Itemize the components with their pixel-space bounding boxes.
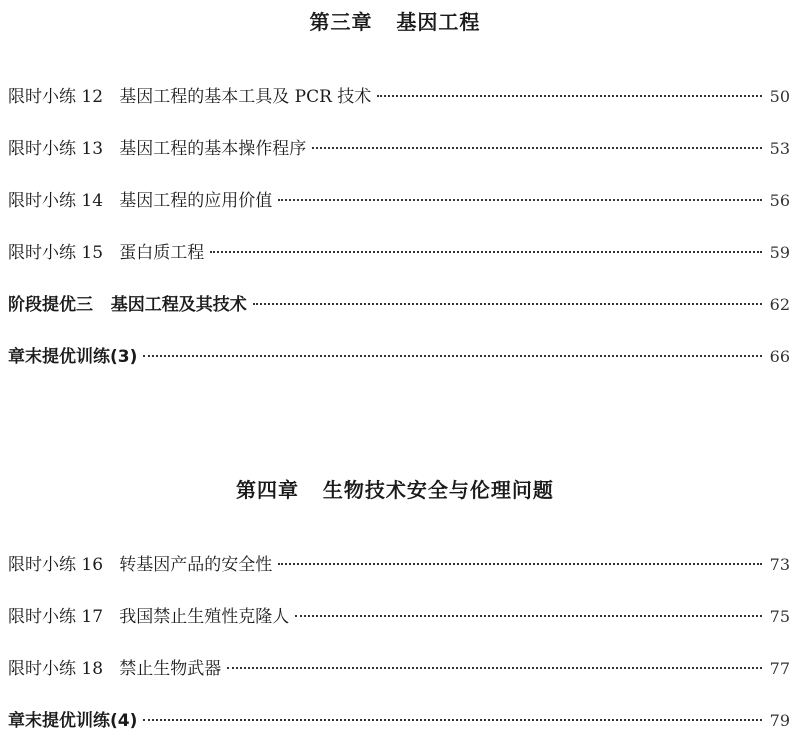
chapter-title-4: 第四章 生物技术安全与伦理问题: [236, 478, 554, 502]
toc-entry-stage-review-3[interactable]: [8, 290, 790, 318]
dot-leader: [253, 303, 762, 305]
toc-entry-label: 限时小练 12 基因工程的基本工具及 PCR 技术: [8, 87, 372, 107]
toc-entry-practice-15[interactable]: [8, 238, 790, 266]
toc-entry-label: 限时小练 15 蛋白质工程: [8, 243, 205, 263]
dot-leader: [377, 95, 761, 97]
toc-entry-label: 阶段提优三 基因工程及其技术: [8, 295, 247, 315]
toc-page-number: 73: [769, 555, 790, 574]
dot-leader: [295, 615, 761, 617]
dot-leader: [210, 251, 761, 253]
toc-entry-label: 限时小练 16 转基因产品的安全性: [8, 555, 273, 575]
dot-leader: [312, 147, 761, 149]
dot-leader: [278, 199, 761, 201]
toc-entry-label: 限时小练 18 禁止生物武器: [8, 659, 222, 679]
chapter-title-3: 第三章 基因工程: [309, 10, 481, 34]
toc-page-number: 79: [769, 711, 790, 730]
toc-entry-practice-14[interactable]: [8, 186, 790, 214]
toc-page-number: 77: [769, 659, 790, 678]
toc-entry-practice-18[interactable]: [8, 654, 790, 682]
toc-entry-practice-13[interactable]: [8, 134, 790, 162]
toc-page-number: 59: [769, 243, 790, 262]
toc-page-number: 53: [769, 139, 790, 158]
toc-page-number: 50: [769, 87, 790, 106]
toc-page-number: 75: [769, 607, 790, 626]
dot-leader: [278, 563, 761, 565]
toc-entry-label: 章末提优训练(4): [8, 711, 138, 731]
dot-leader: [143, 719, 761, 721]
dot-leader: [143, 355, 761, 357]
toc-entry-label: 限时小练 13 基因工程的基本操作程序: [8, 139, 307, 159]
dot-leader: [227, 667, 761, 669]
toc-entry-practice-17[interactable]: [8, 602, 790, 630]
toc-page-number: 62: [769, 295, 790, 314]
toc-entry-practice-12[interactable]: [8, 82, 790, 110]
toc-page-number: 66: [769, 347, 790, 366]
toc-entry-practice-16[interactable]: [8, 550, 790, 578]
toc-entry-chapter-review-3[interactable]: [8, 342, 790, 370]
toc-entry-label: 限时小练 17 我国禁止生殖性克隆人: [8, 607, 290, 627]
toc-page-number: 56: [769, 191, 790, 210]
toc-entry-chapter-review-4[interactable]: [8, 706, 790, 734]
toc-entry-label: 限时小练 14 基因工程的应用价值: [8, 191, 273, 211]
toc-entry-label: 章末提优训练(3): [8, 347, 138, 367]
